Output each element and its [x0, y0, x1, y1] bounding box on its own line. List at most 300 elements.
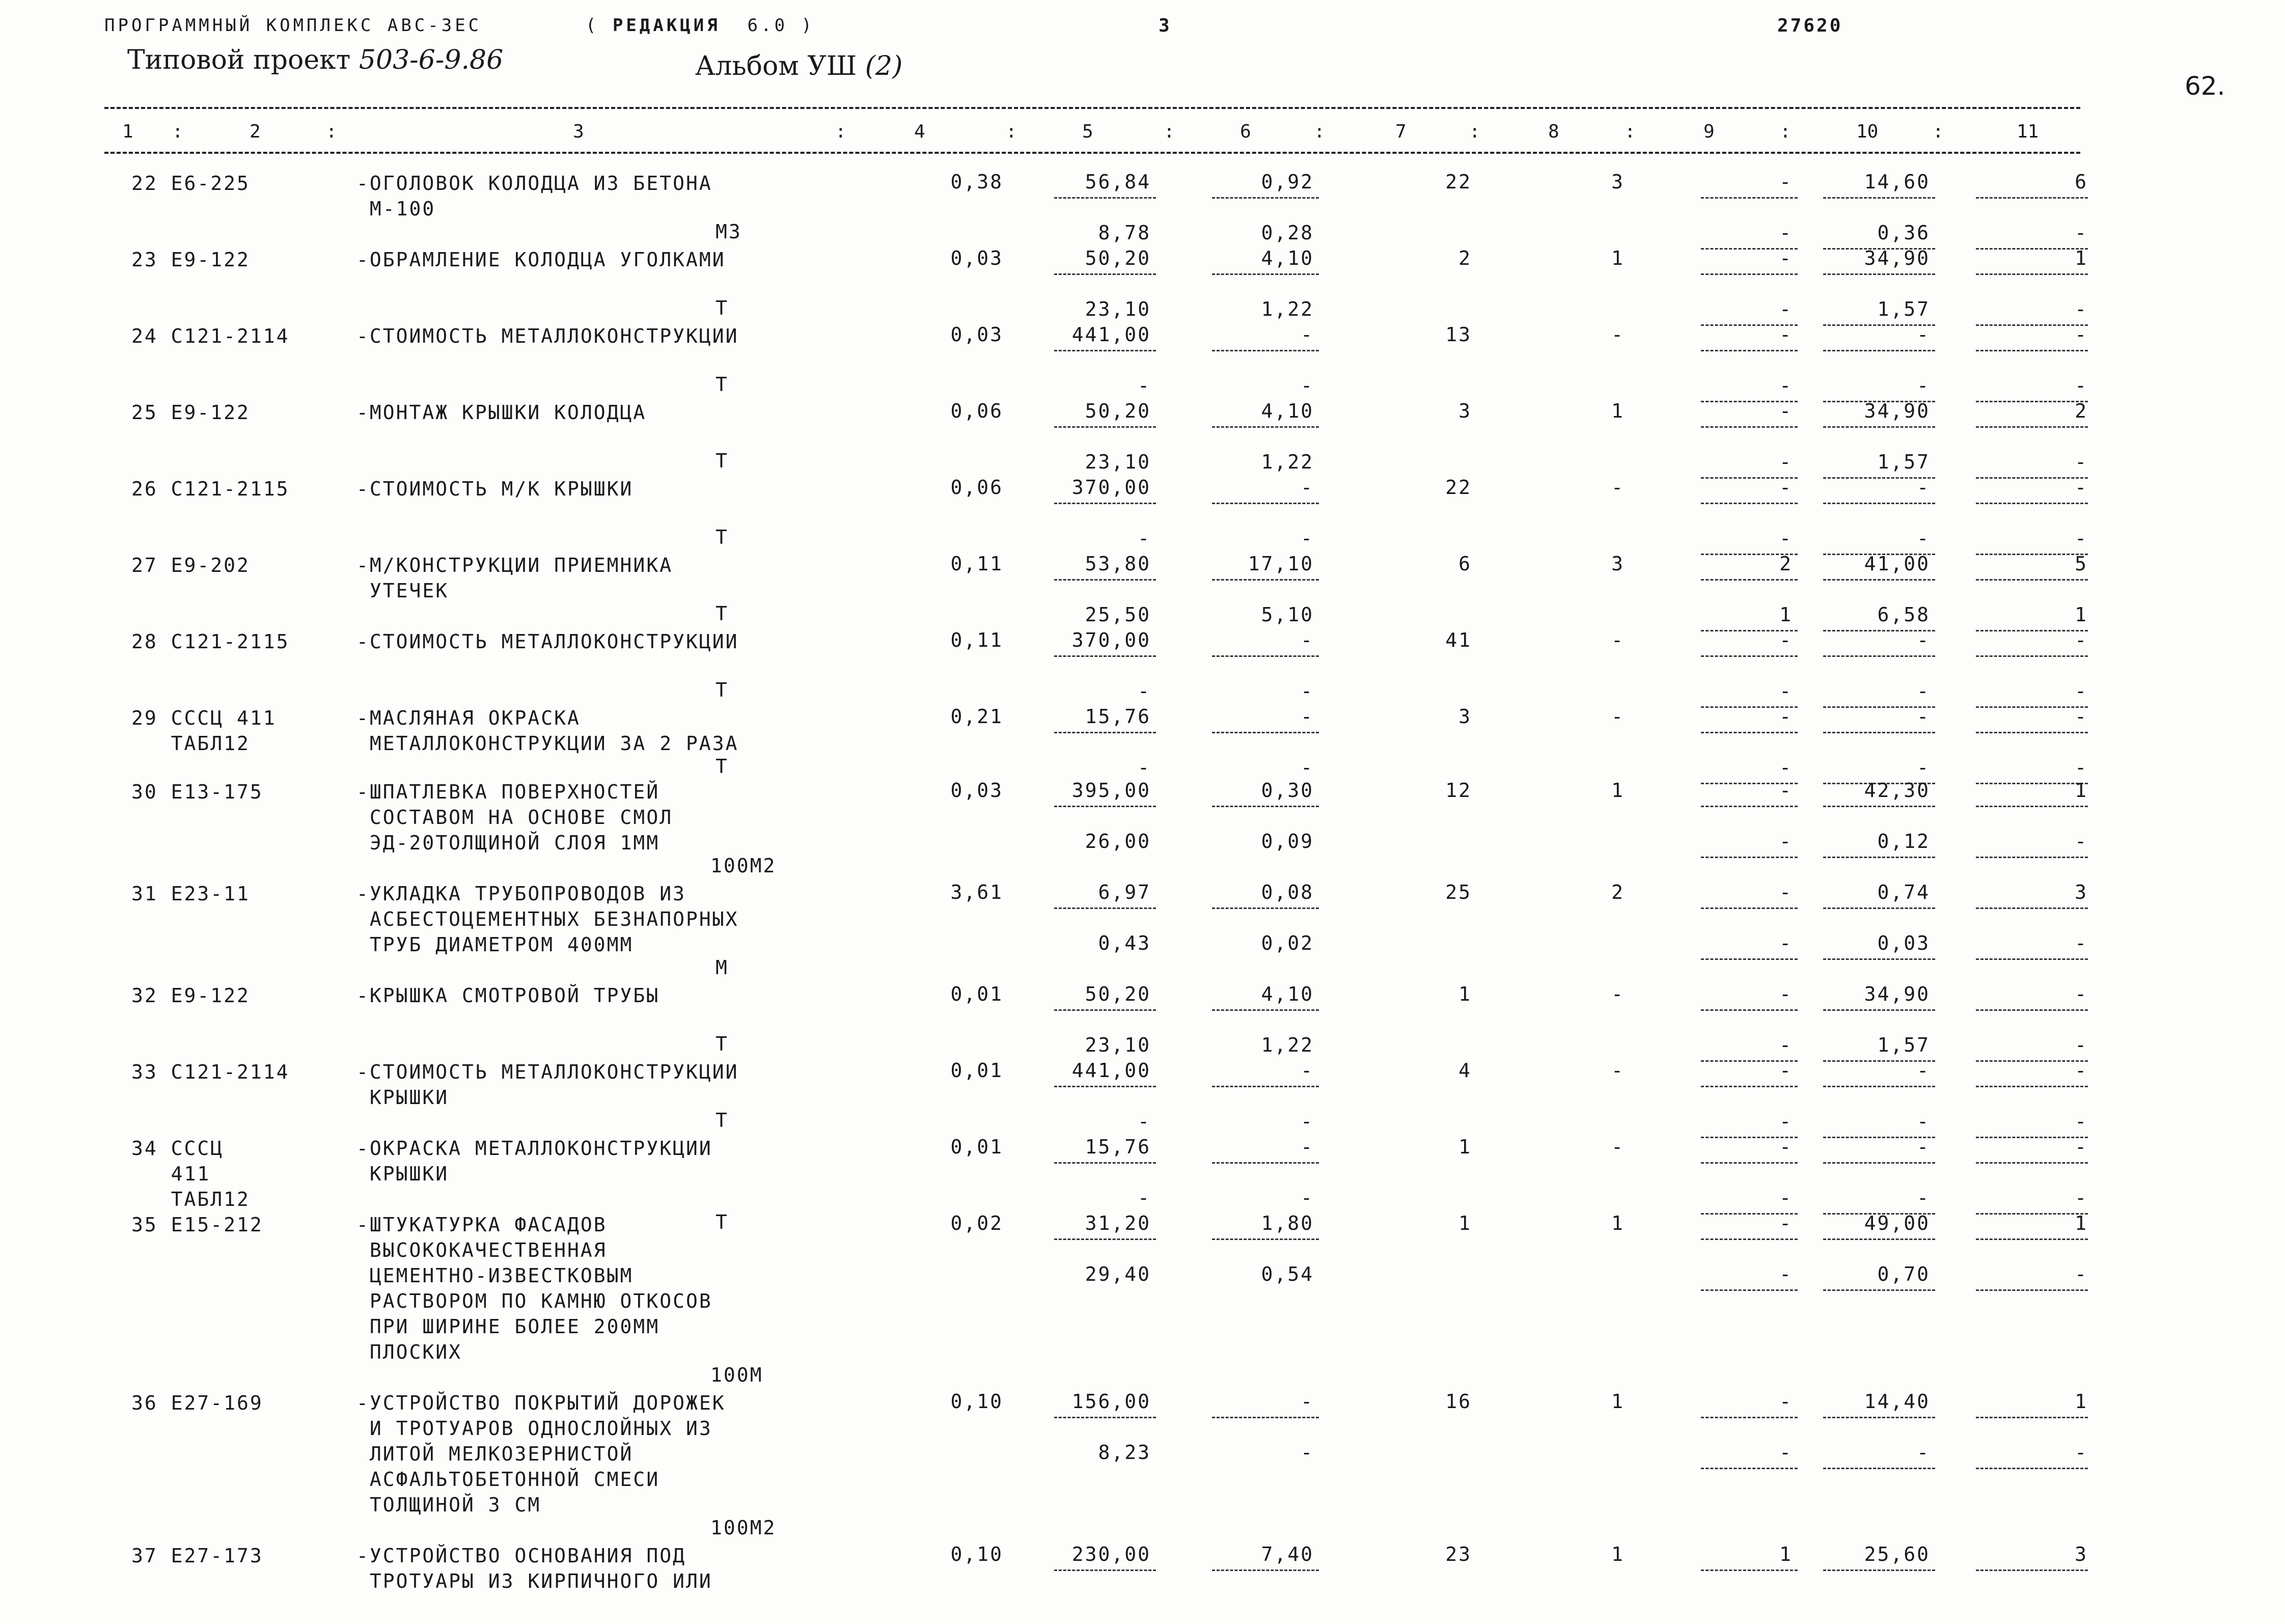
value-col-8: 1 — [1611, 1212, 1625, 1234]
value-col-5: 50,20 — [1085, 400, 1151, 422]
value-col-4: 0,11 — [950, 629, 1003, 651]
value-col-4: 0,01 — [950, 1059, 1003, 1082]
dashed-separator — [1976, 732, 2088, 733]
value-col-9: - — [1779, 247, 1793, 269]
value-col-5: 56,84 — [1085, 171, 1151, 193]
value-col-10: 34,90 — [1864, 400, 1930, 422]
column-separator: : — [326, 121, 337, 142]
dashed-separator — [1054, 1162, 1156, 1164]
sub-value-col-9: - — [1779, 374, 1793, 397]
value-col-9: - — [1779, 705, 1793, 728]
sub-value-col-6: 1,22 — [1261, 1034, 1314, 1056]
sub-value-col-9: - — [1779, 1034, 1793, 1056]
sub-value-col-11: - — [2075, 298, 2088, 320]
column-separator: : — [1625, 121, 1636, 142]
row-number-code: 27 Е9-202 — [131, 554, 250, 576]
column-header-7: 7 — [1395, 121, 1407, 142]
value-col-4: 0,38 — [950, 171, 1003, 193]
value-col-4: 0,11 — [950, 553, 1003, 575]
dashed-separator — [1976, 1289, 2088, 1291]
sub-value-col-9: - — [1779, 756, 1793, 779]
value-col-5: 15,76 — [1085, 1136, 1151, 1158]
dashed-separator — [1212, 426, 1319, 428]
sub-value-col-9: - — [1779, 222, 1793, 244]
value-col-5: 441,00 — [1071, 1059, 1151, 1082]
dashed-separator — [1054, 1417, 1156, 1418]
dashed-separator — [1054, 1238, 1156, 1240]
value-col-11: 1 — [2075, 779, 2088, 802]
value-col-10: 14,40 — [1864, 1390, 1930, 1413]
value-col-6: - — [1301, 1390, 1314, 1413]
value-col-9: 2 — [1779, 553, 1793, 575]
sub-value-col-9: 1 — [1779, 603, 1793, 626]
sub-value-col-11: - — [2075, 527, 2088, 549]
row-description: -УСТРОЙСТВО ОСНОВАНИЯ ПОД ТРОТУАРЫ ИЗ КИРПИЧНОГО ИЛИ — [356, 1545, 712, 1592]
sub-value-col-5: - — [1138, 1110, 1151, 1133]
row-description: -М/КОНСТРУКЦИИ ПРИЕМНИКА УТЕЧЕК — [356, 554, 673, 602]
value-col-10: - — [1917, 1136, 1930, 1158]
dashed-separator — [1823, 273, 1935, 275]
value-col-11: 2 — [2075, 400, 2088, 422]
sub-value-col-9: - — [1779, 932, 1793, 954]
sub-value-col-5: 23,10 — [1085, 298, 1151, 320]
sub-value-col-11: - — [2075, 451, 2088, 473]
edition-label: ( РЕДАКЦИЯ 6.0 ) — [586, 15, 815, 36]
sub-value-col-11: - — [2075, 756, 2088, 779]
dashed-separator — [1823, 1238, 1935, 1240]
dashed-separator — [1212, 197, 1319, 199]
document-code: 27620 — [1777, 15, 1843, 36]
value-col-7: 22 — [1445, 476, 1472, 499]
value-col-6: 4,10 — [1261, 983, 1314, 1005]
value-col-10: 34,90 — [1864, 247, 1930, 269]
value-col-9: - — [1779, 1390, 1793, 1413]
sub-value-col-9: - — [1779, 830, 1793, 852]
value-col-4: 0,02 — [950, 1212, 1003, 1234]
sub-value-col-11: - — [2075, 680, 2088, 702]
unit-label: Т — [715, 602, 729, 625]
dashed-separator — [1212, 1238, 1319, 1240]
sub-value-col-9: - — [1779, 527, 1793, 549]
unit-label: 100М2 — [710, 855, 777, 877]
sub-value-col-10: - — [1917, 756, 1930, 779]
value-col-9: - — [1779, 1059, 1793, 1082]
value-col-8: 1 — [1611, 400, 1625, 422]
value-col-10: - — [1917, 629, 1930, 651]
value-col-5: 6,97 — [1098, 881, 1151, 903]
value-col-10: 0,74 — [1877, 881, 1930, 903]
value-col-11: - — [2075, 1136, 2088, 1158]
dashed-separator — [1701, 1570, 1798, 1571]
dashed-separator — [1054, 350, 1156, 351]
column-separator: : — [1164, 121, 1175, 142]
dashed-separator — [1212, 806, 1319, 807]
sub-value-col-5: - — [1138, 680, 1151, 702]
value-col-8: - — [1611, 476, 1625, 499]
dashed-separator — [1823, 1570, 1935, 1571]
sub-value-col-11: - — [2075, 1187, 2088, 1209]
dashed-separator — [1976, 655, 2088, 657]
value-col-5: 31,20 — [1085, 1212, 1151, 1234]
value-col-6: - — [1301, 476, 1314, 499]
row-description: -МАСЛЯНАЯ ОКРАСКА МЕТАЛЛОКОНСТРУКЦИИ ЗА 2 РАЗА — [356, 707, 739, 755]
value-col-4: 0,03 — [950, 779, 1003, 802]
value-col-9: - — [1779, 171, 1793, 193]
value-col-8: - — [1611, 705, 1625, 728]
sub-value-col-6: 1,22 — [1261, 451, 1314, 473]
dashed-separator — [1212, 503, 1319, 504]
value-col-10: 49,00 — [1864, 1212, 1930, 1234]
value-col-6: 4,10 — [1261, 247, 1314, 269]
dashed-separator — [1823, 1086, 1935, 1087]
row-description: -СТОИМОСТЬ МЕТАЛЛОКОНСТРУКЦИИ — [356, 325, 739, 347]
value-col-5: 53,80 — [1085, 553, 1151, 575]
dashed-separator — [1701, 907, 1798, 909]
value-col-9: - — [1779, 983, 1793, 1005]
value-col-5: 230,00 — [1071, 1543, 1151, 1565]
dashed-separator — [1701, 1417, 1798, 1418]
sub-value-col-6: - — [1301, 1187, 1314, 1209]
sub-value-col-6: 5,10 — [1261, 603, 1314, 626]
sub-value-col-10: 1,57 — [1877, 1034, 1930, 1056]
sub-value-col-6: - — [1301, 680, 1314, 702]
value-col-4: 0,03 — [950, 323, 1003, 346]
dashed-separator — [1054, 503, 1156, 504]
row-description: -СТОИМОСТЬ М/К КРЫШКИ — [356, 478, 634, 500]
value-col-8: 1 — [1611, 1390, 1625, 1413]
dashed-separator — [1976, 1468, 2088, 1469]
value-col-10: 41,00 — [1864, 553, 1930, 575]
column-separator: : — [1780, 121, 1791, 142]
value-col-8: - — [1611, 629, 1625, 651]
value-col-11: 3 — [2075, 881, 2088, 903]
column-separator: : — [1314, 121, 1325, 142]
value-col-4: 0,01 — [950, 983, 1003, 1005]
dashed-separator — [1212, 1570, 1319, 1571]
dashed-separator — [1701, 1009, 1798, 1011]
row-description: -СТОИМОСТЬ МЕТАЛЛОКОНСТРУКЦИИ КРЫШКИ — [356, 1061, 739, 1109]
value-col-7: 3 — [1458, 705, 1472, 728]
value-col-6: - — [1301, 705, 1314, 728]
value-col-6: 0,30 — [1261, 779, 1314, 802]
dashed-separator — [1054, 1086, 1156, 1087]
row-number-code: 29 СССЦ 411 ТАБЛ12 — [131, 707, 277, 755]
row-description: -УСТРОЙСТВО ПОКРЫТИЙ ДОРОЖЕК И ТРОТУАРОВ ОДНОСЛОЙНЫХ ИЗ ЛИТОЙ МЕЛКОЗЕРНИСТОЙ АСФАЛЬТОБЕТОННОЙ СМЕСИ ТОЛЩИНОЙ 3 СМ — [356, 1392, 726, 1516]
value-col-8: 3 — [1611, 553, 1625, 575]
dashed-separator — [1054, 273, 1156, 275]
value-col-6: 17,10 — [1248, 553, 1314, 575]
value-col-5: 50,20 — [1085, 247, 1151, 269]
value-col-9: 1 — [1779, 1543, 1793, 1565]
dashed-separator — [1212, 655, 1319, 657]
value-col-7: 41 — [1445, 629, 1472, 651]
sub-value-col-9: - — [1779, 1110, 1793, 1133]
dashed-separator — [1976, 857, 2088, 858]
sub-value-col-10: 6,58 — [1877, 603, 1930, 626]
value-col-11: - — [2075, 983, 2088, 1005]
value-col-11: 3 — [2075, 1543, 2088, 1565]
dashed-separator — [1701, 1238, 1798, 1240]
dashed-separator — [1212, 579, 1319, 581]
dashed-separator — [1701, 806, 1798, 807]
sub-value-col-11: - — [2075, 1034, 2088, 1056]
sub-value-col-6: 0,02 — [1261, 932, 1314, 954]
column-separator: : — [1933, 121, 1944, 142]
dashed-separator — [1823, 1468, 1935, 1469]
dashed-separator — [1701, 503, 1798, 504]
column-header-6: 6 — [1240, 121, 1251, 142]
column-header-10: 10 — [1856, 121, 1879, 142]
row-number-code: 30 Е13-175 — [131, 781, 263, 803]
value-col-7: 2 — [1458, 247, 1472, 269]
value-col-7: 1 — [1458, 1212, 1472, 1234]
value-col-7: 16 — [1445, 1390, 1472, 1413]
row-description: -ОБРАМЛЕНИЕ КОЛОДЦА УГОЛКАМИ — [356, 249, 726, 271]
value-col-4: 0,10 — [950, 1543, 1003, 1565]
sheet-number: 62. — [2185, 71, 2225, 101]
value-col-8: - — [1611, 983, 1625, 1005]
dashed-separator — [1823, 503, 1935, 504]
dashed-separator — [1701, 655, 1798, 657]
sub-value-col-11: - — [2075, 830, 2088, 852]
value-col-8: 2 — [1611, 881, 1625, 903]
dashed-separator — [1701, 732, 1798, 733]
dashed-separator — [1976, 197, 2088, 199]
dashed-separator — [1976, 907, 2088, 909]
sub-value-col-5: 29,40 — [1085, 1263, 1151, 1285]
dashed-separator — [1212, 907, 1319, 909]
value-col-9: - — [1779, 400, 1793, 422]
column-header-1: 1 — [122, 121, 133, 142]
value-col-11: 1 — [2075, 1212, 2088, 1234]
value-col-9: - — [1779, 779, 1793, 802]
value-col-10: 14,60 — [1864, 171, 1930, 193]
dashed-separator — [1823, 579, 1935, 581]
sub-value-col-10: 0,36 — [1877, 222, 1930, 244]
value-col-8: 1 — [1611, 1543, 1625, 1565]
sub-value-col-11: - — [2075, 1441, 2088, 1464]
unit-label: 100М — [710, 1364, 763, 1386]
dashed-separator — [1976, 1086, 2088, 1087]
unit-label: Т — [715, 679, 729, 701]
value-col-4: 0,01 — [950, 1136, 1003, 1158]
sub-value-col-6: - — [1301, 1441, 1314, 1464]
value-col-5: 370,00 — [1071, 629, 1151, 651]
value-col-8: - — [1611, 1059, 1625, 1082]
row-description: -УКЛАДКА ТРУБОПРОВОДОВ ИЗ АСБЕСТОЦЕМЕНТНЫХ БЕЗНАПОРНЫХ ТРУБ ДИАМЕТРОМ 400ММ — [356, 883, 739, 956]
dashed-separator — [1054, 732, 1156, 733]
sub-value-col-9: - — [1779, 298, 1793, 320]
column-header-9: 9 — [1703, 121, 1715, 142]
sub-value-col-9: - — [1779, 1441, 1793, 1464]
sub-value-col-5: - — [1138, 527, 1151, 549]
value-col-7: 3 — [1458, 400, 1472, 422]
sub-value-col-10: - — [1917, 1110, 1930, 1133]
dashed-separator — [1701, 1162, 1798, 1164]
unit-label: 100М2 — [710, 1517, 777, 1539]
value-col-5: 395,00 — [1071, 779, 1151, 802]
dashed-separator — [1976, 426, 2088, 428]
column-separator: : — [1006, 121, 1017, 142]
unit-label: М — [715, 956, 729, 979]
dashed-separator — [1701, 958, 1798, 960]
dashed-separator — [1823, 1162, 1935, 1164]
row-description: -ШТУКАТУРКА ФАСАДОВ ВЫСОКОКАЧЕСТВЕННАЯ ЦЕМЕНТНО-ИЗВЕСТКОВЫМ РАСТВОРОМ ПО КАМНЮ ОТКОСОВ ПРИ ШИРИНЕ БОЛЕЕ 200ММ ПЛОСКИХ — [356, 1214, 712, 1363]
sub-value-col-6: - — [1301, 1110, 1314, 1133]
dashed-separator — [1823, 907, 1935, 909]
value-col-5: 50,20 — [1085, 983, 1151, 1005]
dashed-separator — [1976, 1417, 2088, 1418]
value-col-4: 0,06 — [950, 400, 1003, 422]
unit-label: Т — [715, 373, 729, 396]
sub-value-col-10: 1,57 — [1877, 451, 1930, 473]
value-col-5: 156,00 — [1071, 1390, 1151, 1413]
dashed-separator — [1823, 655, 1935, 657]
dashed-separator — [1701, 1468, 1798, 1469]
sub-value-col-9: - — [1779, 680, 1793, 702]
sub-value-col-5: 8,23 — [1098, 1441, 1151, 1464]
sub-value-col-10: 0,03 — [1877, 932, 1930, 954]
value-col-11: - — [2075, 629, 2088, 651]
sub-value-col-10: 0,12 — [1877, 830, 1930, 852]
value-col-10: - — [1917, 476, 1930, 499]
sub-value-col-5: - — [1138, 374, 1151, 397]
sub-value-col-5: 23,10 — [1085, 451, 1151, 473]
value-col-6: 7,40 — [1261, 1543, 1314, 1565]
dashed-separator — [1054, 655, 1156, 657]
value-col-11: 5 — [2075, 553, 2088, 575]
row-number-code: 22 Е6-225 — [131, 172, 250, 195]
sub-value-col-5: 23,10 — [1085, 1034, 1151, 1056]
dashed-separator — [1976, 1238, 2088, 1240]
column-separator: : — [835, 121, 846, 142]
value-col-10: 42,30 — [1864, 779, 1930, 802]
value-col-7: 1 — [1458, 1136, 1472, 1158]
row-number-code: 23 Е9-122 — [131, 249, 250, 271]
row-description: -ОКРАСКА МЕТАЛЛОКОНСТРУКЦИИ КРЫШКИ — [356, 1137, 712, 1185]
value-col-7: 6 — [1458, 553, 1472, 575]
column-header-8: 8 — [1548, 121, 1559, 142]
sub-value-col-9: - — [1779, 1263, 1793, 1285]
row-description: -ШПАТЛЕВКА ПОВЕРХНОСТЕЙ СОСТАВОМ НА ОСНОВЕ СМОЛ ЭД-20ТОЛЩИНОЙ СЛОЯ 1ММ — [356, 781, 673, 854]
value-col-11: - — [2075, 705, 2088, 728]
dashed-separator — [1701, 579, 1798, 581]
album-title: Альбом УШ (2) — [695, 51, 903, 81]
sub-value-col-10: - — [1917, 1441, 1930, 1464]
dashed-separator — [1701, 197, 1798, 199]
value-col-11: 1 — [2075, 1390, 2088, 1413]
dashed-separator — [1212, 732, 1319, 733]
sub-value-col-9: - — [1779, 1187, 1793, 1209]
value-col-9: - — [1779, 881, 1793, 903]
dashed-separator — [1823, 958, 1935, 960]
sub-value-col-9: - — [1779, 451, 1793, 473]
sub-value-col-10: - — [1917, 1187, 1930, 1209]
sub-value-col-6: 0,28 — [1261, 222, 1314, 244]
value-col-8: 1 — [1611, 247, 1625, 269]
value-col-7: 1 — [1458, 983, 1472, 1005]
value-col-8: 1 — [1611, 779, 1625, 802]
sub-value-col-6: 1,22 — [1261, 298, 1314, 320]
value-col-11: 6 — [2075, 171, 2088, 193]
dashed-separator — [1212, 1009, 1319, 1011]
dashed-separator — [1054, 426, 1156, 428]
column-separator: : — [172, 121, 183, 142]
value-col-6: 0,92 — [1261, 171, 1314, 193]
value-col-10: 34,90 — [1864, 983, 1930, 1005]
sub-value-col-10: - — [1917, 680, 1930, 702]
sub-value-col-5: 8,78 — [1098, 222, 1151, 244]
dashed-separator — [1976, 1162, 2088, 1164]
header-rule-top — [104, 107, 2080, 109]
dashed-separator — [1976, 579, 2088, 581]
dashed-separator — [1054, 1570, 1156, 1571]
row-number-code: 28 С121-2115 — [131, 630, 290, 653]
dashed-separator — [1701, 426, 1798, 428]
program-title: ПРОГРАММНЫЙ КОМПЛЕКС АВС-3ЕС — [104, 15, 482, 36]
row-number-code: 31 Е23-11 — [131, 883, 250, 905]
value-col-6: - — [1301, 323, 1314, 346]
dashed-separator — [1212, 1086, 1319, 1087]
dashed-separator — [1976, 273, 2088, 275]
value-col-6: 4,10 — [1261, 400, 1314, 422]
sub-value-col-6: 0,09 — [1261, 830, 1314, 852]
row-number-code: 36 Е27-169 — [131, 1392, 263, 1414]
value-col-7: 22 — [1445, 171, 1472, 193]
dashed-separator — [1823, 1417, 1935, 1418]
dashed-separator — [1823, 806, 1935, 807]
dashed-separator — [1701, 350, 1798, 351]
value-col-11: - — [2075, 1059, 2088, 1082]
value-col-7: 12 — [1445, 779, 1472, 802]
value-col-4: 0,21 — [950, 705, 1003, 728]
value-col-9: - — [1779, 1212, 1793, 1234]
dashed-separator — [1976, 1570, 2088, 1571]
dashed-separator — [1976, 806, 2088, 807]
sub-value-col-5: - — [1138, 1187, 1151, 1209]
sub-value-col-11: 1 — [2075, 603, 2088, 626]
column-header-11: 11 — [2017, 121, 2039, 142]
sub-value-col-6: - — [1301, 527, 1314, 549]
dashed-separator — [1054, 579, 1156, 581]
dashed-separator — [1054, 907, 1156, 909]
value-col-7: 4 — [1458, 1059, 1472, 1082]
row-description: -МОНТАЖ КРЫШКИ КОЛОДЦА — [356, 401, 647, 424]
value-col-4: 0,10 — [950, 1390, 1003, 1413]
value-col-9: - — [1779, 629, 1793, 651]
dashed-separator — [1976, 503, 2088, 504]
value-col-6: - — [1301, 629, 1314, 651]
value-col-9: - — [1779, 476, 1793, 499]
column-header-3: 3 — [573, 121, 584, 142]
unit-label: Т — [715, 450, 729, 472]
value-col-9: - — [1779, 323, 1793, 346]
dashed-separator — [1701, 1086, 1798, 1087]
value-col-7: 25 — [1445, 881, 1472, 903]
dashed-separator — [1212, 1417, 1319, 1418]
sub-value-col-5: - — [1138, 756, 1151, 779]
dashed-separator — [1054, 806, 1156, 807]
sub-value-col-11: - — [2075, 932, 2088, 954]
sub-value-col-10: 1,57 — [1877, 298, 1930, 320]
unit-label: Т — [715, 755, 729, 778]
row-number-code: 33 С121-2114 — [131, 1061, 290, 1083]
dashed-separator — [1823, 1009, 1935, 1011]
dashed-separator — [1823, 350, 1935, 351]
sub-value-col-11: - — [2075, 222, 2088, 244]
header-rule-bottom — [104, 152, 2080, 154]
value-col-5: 370,00 — [1071, 476, 1151, 499]
